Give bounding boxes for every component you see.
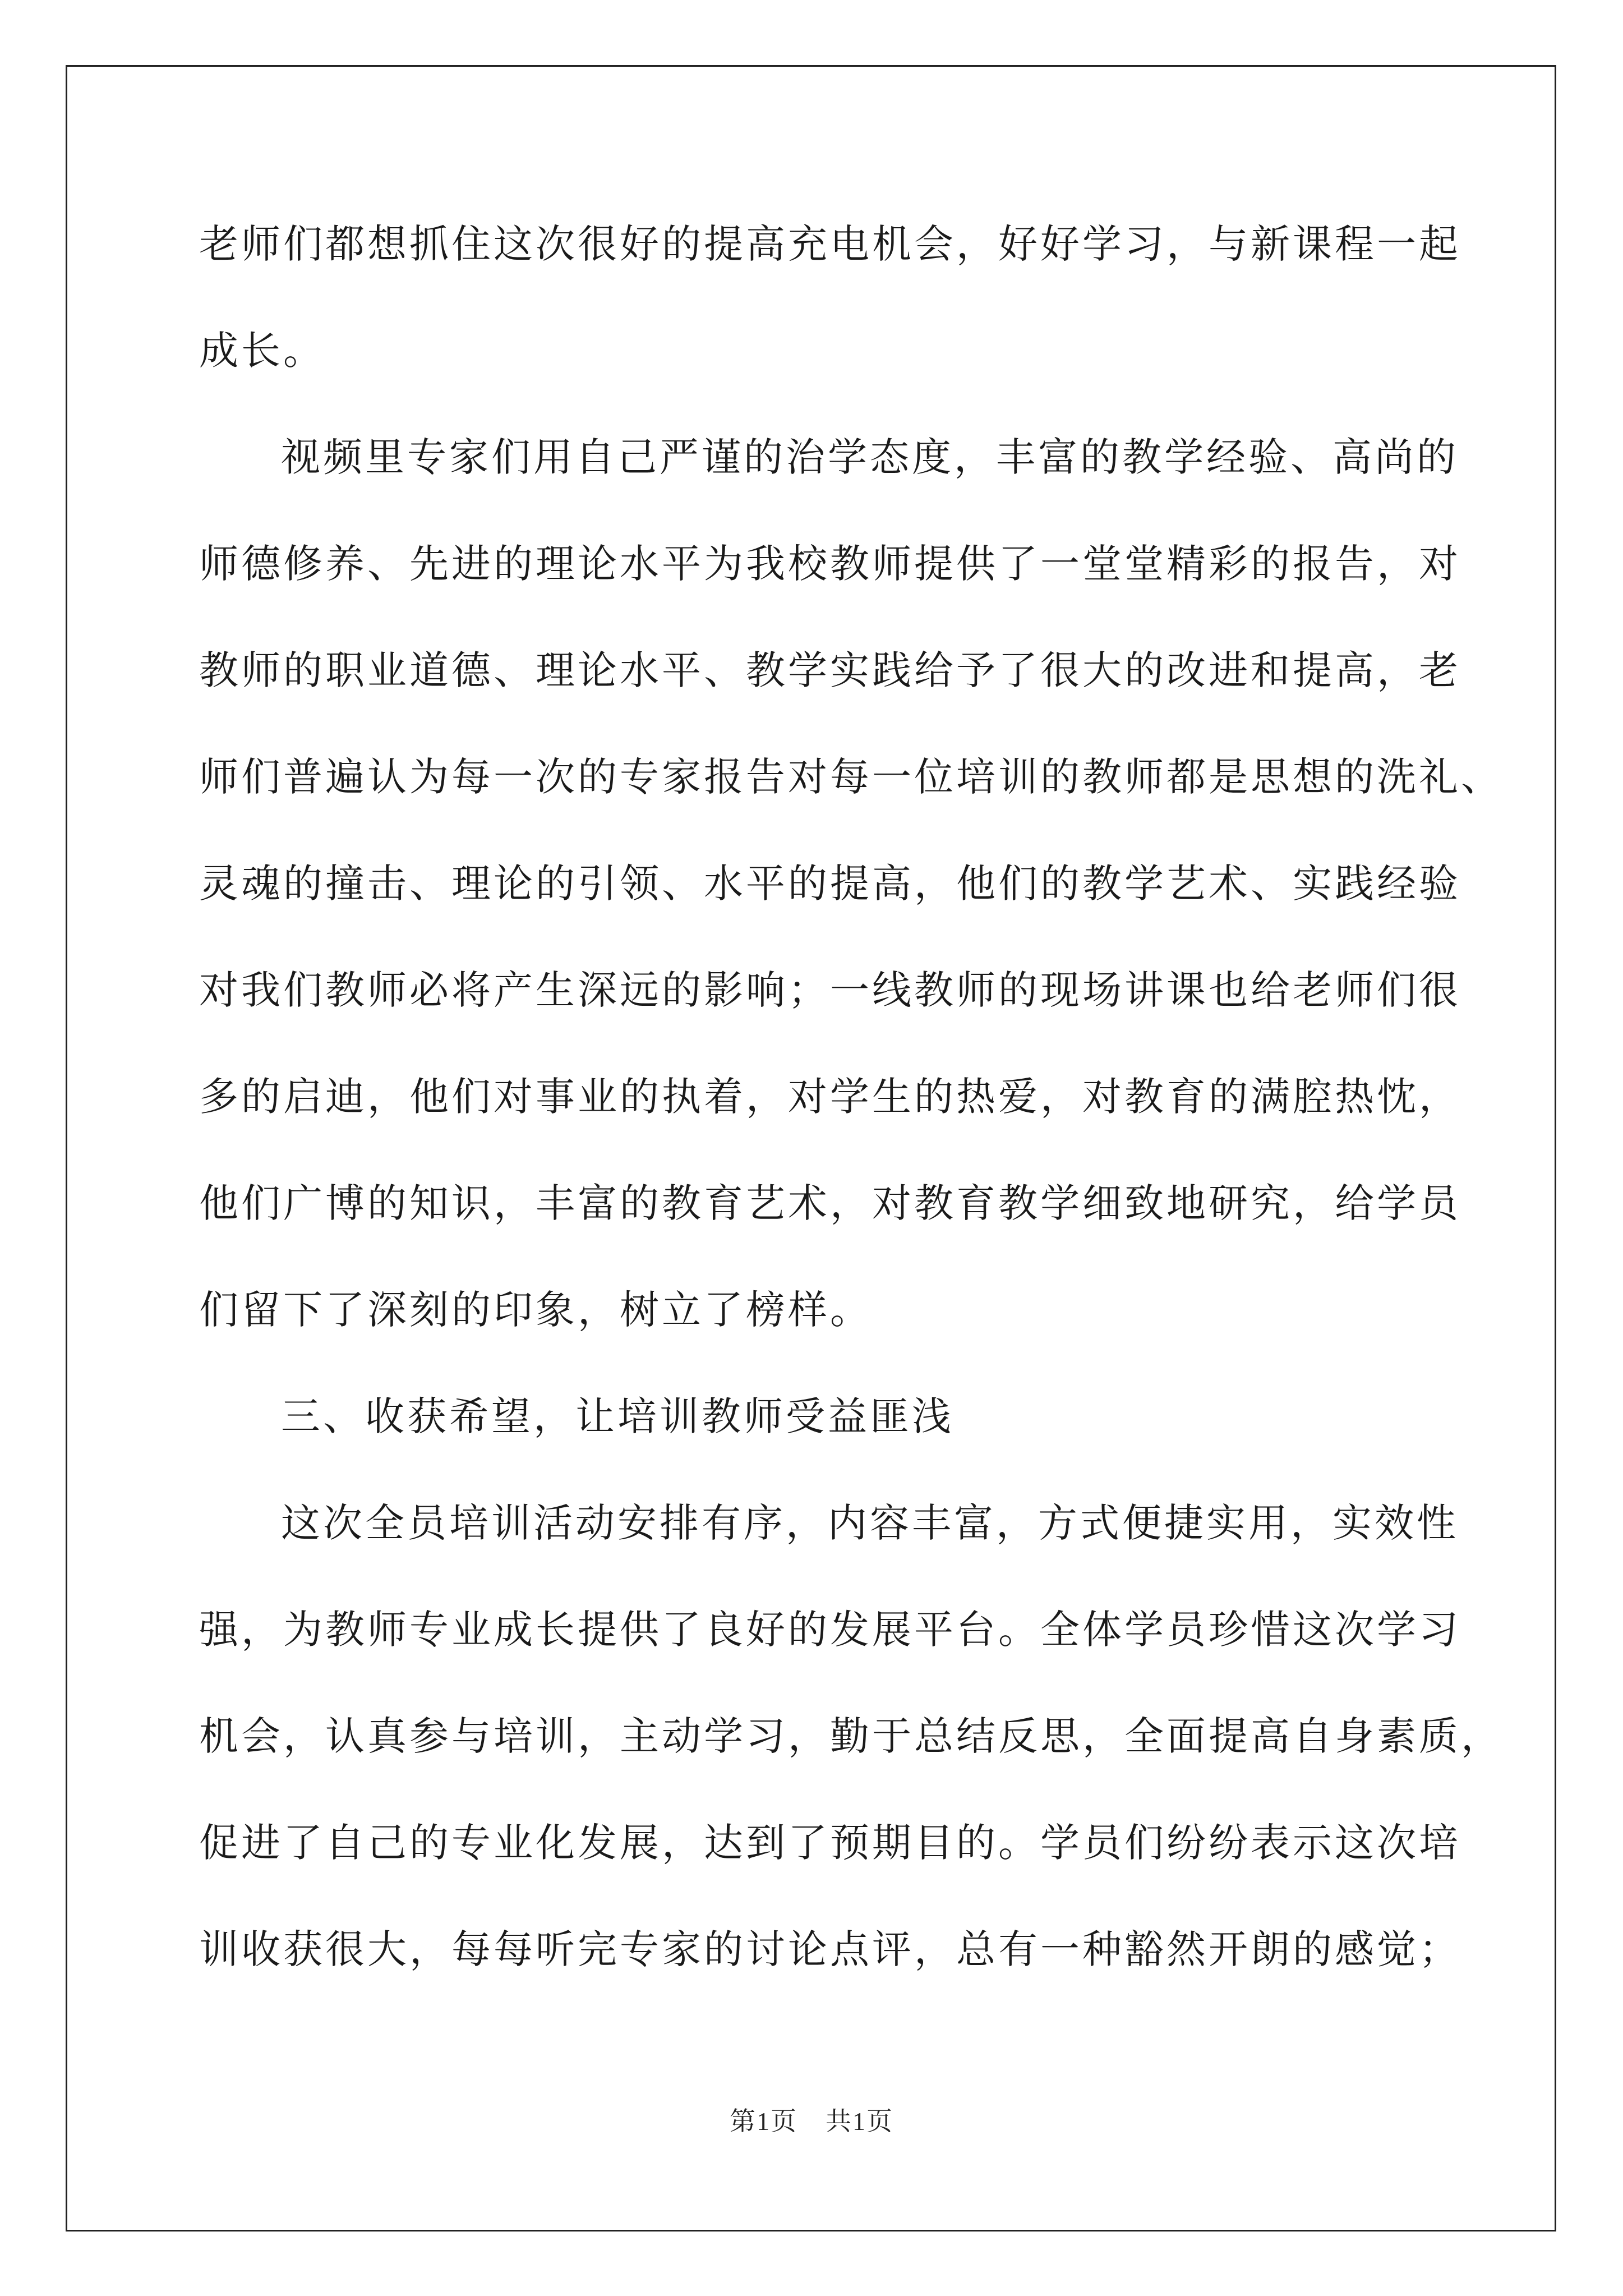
text-line: 多的启迪，他们对事业的执着，对学生的热爱，对教育的满腔热忱，: [199, 1074, 1461, 1120]
text-line: 师德修养、先进的理论水平为我校教师提供了一堂堂精彩的报告，对: [199, 541, 1461, 587]
text-line: 他们广博的知识，丰富的教育艺术，对教育教学细致地研究，给学员: [199, 1180, 1461, 1226]
page-footer: [0, 2101, 1623, 2138]
section-heading: 三、收获希望，让培训教师受益匪浅: [281, 1393, 954, 1439]
text-line: 灵魂的撞击、理论的引领、水平的提高，他们的教学艺术、实践经验: [199, 861, 1461, 907]
page-number: 第1页: [730, 2107, 797, 2136]
paragraph-start-line: 视频里专家们用自己严谨的治学态度，丰富的教学经验、高尚的: [281, 434, 1459, 480]
text-line: 促进了自己的专业化发展，达到了预期目的。学员们纷纷表示这次培: [199, 1820, 1461, 1866]
text-line: 对我们教师必将产生深远的影响；一线教师的现场讲课也给老师们很: [199, 967, 1461, 1013]
text-line: 老师们都想抓住这次很好的提高充电机会，好好学习，与新课程一起: [199, 221, 1461, 267]
text-line: 训收获很大，每每听完专家的讨论点评，总有一种豁然开朗的感觉；: [199, 1926, 1461, 1972]
page-total: 共1页: [826, 2107, 893, 2136]
document-body: [199, 191, 1503, 2003]
text-line: 们留下了深刻的印象，树立了榜样。: [199, 1287, 872, 1333]
text-line: 机会，认真参与培训，主动学习，勤于总结反思，全面提高自身素质，: [199, 1713, 1503, 1759]
text-line: 成长。: [199, 328, 325, 374]
paragraph-start-line: 这次全员培训活动安排有序，内容丰富，方式便捷实用，实效性: [281, 1500, 1459, 1546]
text-line: 师们普遍认为每一次的专家报告对每一位培训的教师都是思想的洗礼、: [199, 754, 1503, 800]
text-line: 强，为教师专业成长提供了良好的发展平台。全体学员珍惜这次学习: [199, 1607, 1461, 1653]
text-line: 教师的职业道德、理论水平、教学实践给予了很大的改进和提高，老: [199, 647, 1461, 693]
